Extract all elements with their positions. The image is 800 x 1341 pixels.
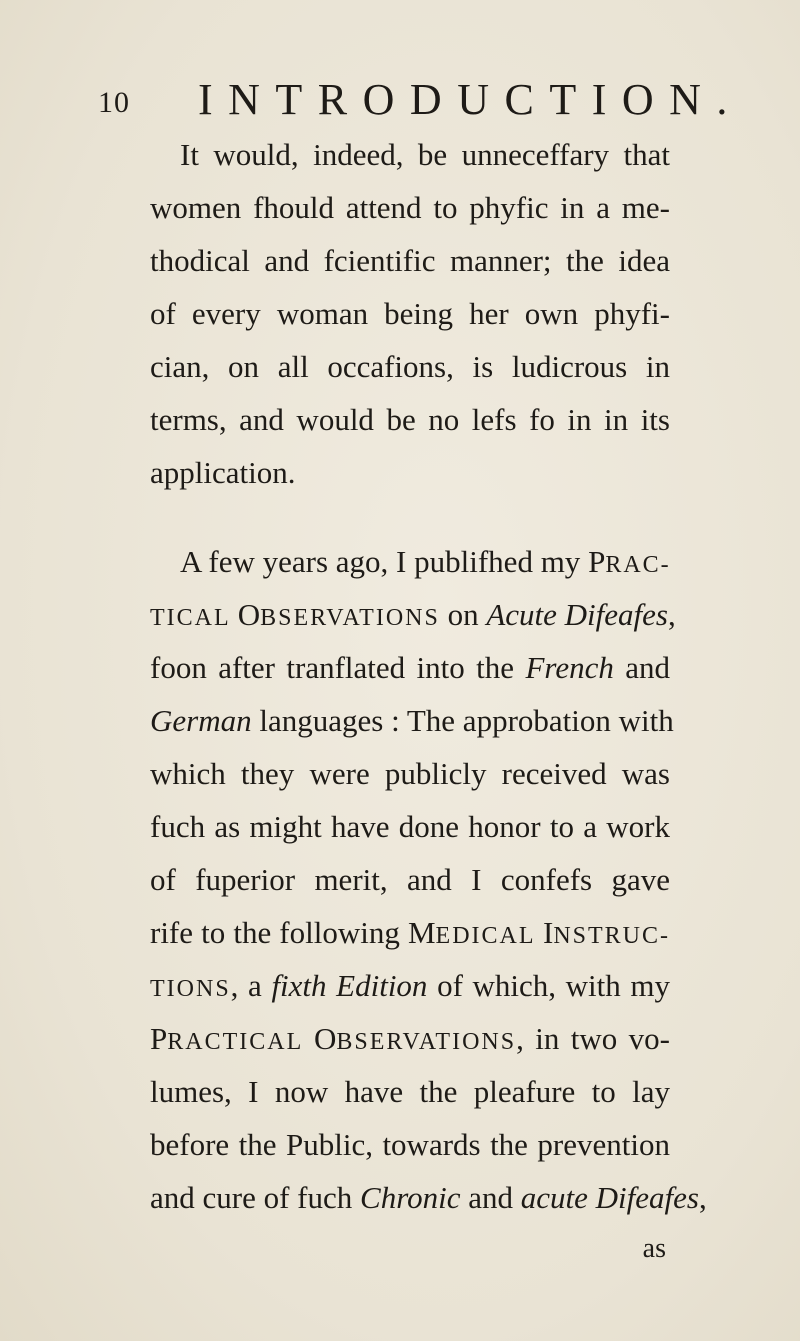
small-caps-text: NSTRUC- <box>553 923 670 949</box>
text-run: foon after tranflated into the <box>150 650 526 685</box>
text-run: rife to the following <box>150 915 408 950</box>
text-line: women fhould attend to phyfic in a me- <box>150 190 670 225</box>
small-caps-text: BSERVATIONS <box>336 1029 517 1055</box>
text-line: which they were publicly received was <box>150 756 670 791</box>
text-line: lumes, I now have the pleafure to lay <box>150 1074 670 1109</box>
text-run: A few years ago, I publifhed my <box>180 544 589 579</box>
italic-text: French <box>525 650 614 685</box>
text-line: application. <box>150 455 296 490</box>
text-line <box>150 906 670 959</box>
text-line: cian, on all occafions, is ludicrous in <box>150 349 670 384</box>
small-caps-initial: P <box>150 1021 168 1056</box>
small-caps-initial: M <box>407 915 436 950</box>
text-line: fuch as might have done honor to a work <box>150 809 670 844</box>
paragraph-1 <box>150 128 670 499</box>
italic-text: fixth Edition <box>271 968 428 1003</box>
small-caps-initial: I <box>542 915 554 950</box>
page-number: 10 <box>98 86 130 119</box>
italic-text: Chronic <box>360 1180 461 1215</box>
text-run: of which, with my <box>427 968 670 1003</box>
italic-text: acute Difeafes <box>520 1180 699 1215</box>
small-caps-initial: P <box>588 544 606 579</box>
small-caps-initial: O <box>314 1021 337 1056</box>
text-run: , in two vo- <box>516 1021 670 1056</box>
running-head: INTRODUCTION. <box>198 75 743 124</box>
text-run: and cure of fuch <box>150 1180 361 1215</box>
text-run: and <box>613 650 671 685</box>
small-caps-initial: O <box>237 597 261 632</box>
italic-text: German <box>150 703 252 738</box>
text-run: , <box>698 1180 707 1215</box>
paragraph-gap <box>150 499 670 535</box>
text-line: thodical and fcientific manner; the idea <box>150 243 670 278</box>
text-line <box>150 959 670 1012</box>
small-caps-text: TICAL <box>150 605 238 631</box>
text-line <box>150 535 670 588</box>
text-line: terms, and would be no lefs fo in in its <box>150 402 670 437</box>
text-run: and <box>460 1180 521 1215</box>
italic-text: Acute Difeafes <box>486 597 668 632</box>
small-caps-text: RACTICAL <box>167 1029 315 1055</box>
body-text <box>150 128 707 1274</box>
text-run: , a <box>230 968 272 1003</box>
small-caps-text: RAC- <box>605 552 671 578</box>
small-caps-text: EDICAL <box>435 923 543 949</box>
catchword: as <box>642 1233 666 1264</box>
text-line <box>150 694 674 747</box>
text-line: before the Public, towards the prevention <box>150 1127 670 1162</box>
small-caps-text: BSERVATIONS <box>260 605 440 631</box>
paragraph-2 <box>150 535 707 1224</box>
small-caps-text: TIONS <box>150 976 231 1002</box>
text-line: It would, indeed, be unneceffary that <box>180 137 670 172</box>
text-line <box>150 588 676 641</box>
text-line: of fuperior merit, and I confefs gave <box>150 862 670 897</box>
text-line <box>150 1171 707 1224</box>
text-line: of every woman being her own phyfi- <box>150 296 670 331</box>
text-run: languages : The approbation with <box>251 703 674 738</box>
text-line <box>150 641 670 694</box>
text-run: , <box>667 597 676 632</box>
page-header <box>98 74 743 124</box>
text-line <box>150 1012 670 1065</box>
text-run: on <box>439 597 487 632</box>
